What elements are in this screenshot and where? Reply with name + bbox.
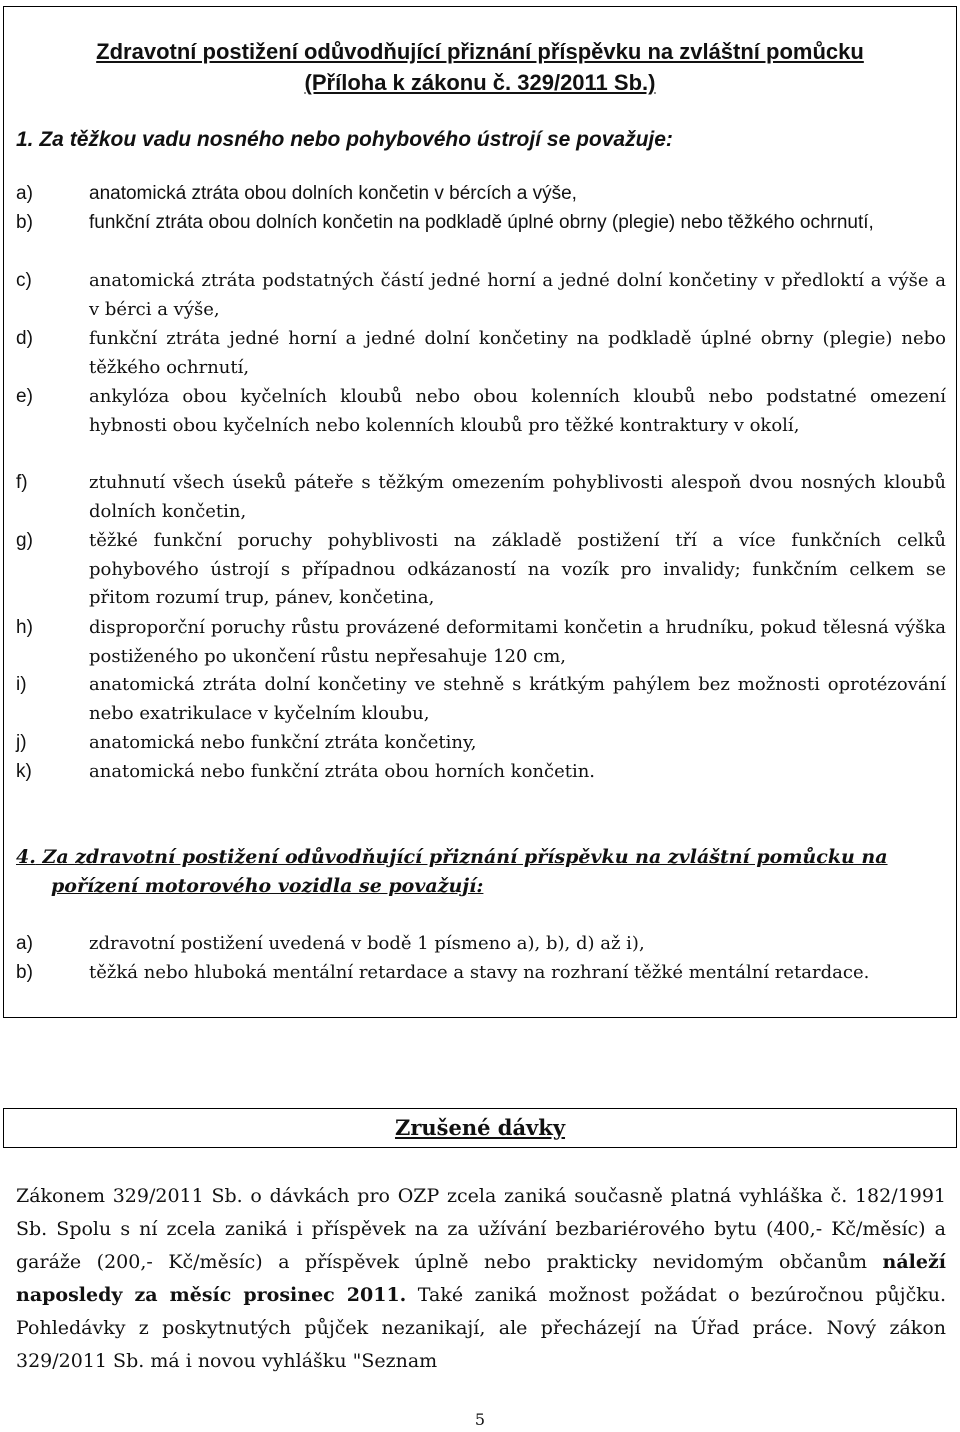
item-label: h) bbox=[16, 617, 33, 638]
list-item bbox=[16, 325, 946, 382]
doc-title-line2: (Příloha k zákonu č. 329/2011 Sb.) bbox=[304, 70, 656, 95]
list-item bbox=[16, 209, 946, 238]
paragraph-bold-text: náleží naposledy za měsíc prosinec 2011. bbox=[16, 1251, 946, 1306]
item-text: anatomická ztráta podstatných částí jedné horní a jedné dolní končetiny v předloktí a výše a v bérci a výše, bbox=[89, 270, 946, 320]
item-text: funkční ztráta obou dolních končetin na podkladě úplné obrny (plegie) nebo těžkého ochrnutí, bbox=[89, 212, 874, 233]
list-item bbox=[16, 383, 946, 440]
item-text: těžké funkční poruchy pohyblivosti na základě postižení tří a více funkčních celků pohybového ústrojí s případnou odkázaností na vozík pro invalidy; funkčním celkem se přitom rozumí trup, pánev, končetina, bbox=[89, 530, 946, 608]
list-item bbox=[16, 930, 946, 959]
item-label: b) bbox=[16, 212, 33, 233]
item-label: j) bbox=[16, 732, 27, 753]
cancelled-title: Zrušené dávky bbox=[394, 1115, 566, 1140]
section4-heading bbox=[16, 843, 946, 901]
paragraph-text-2: Také zaniká možnost požádat o bezúročnou půjčku. Pohledávky z poskytnutých půjček nezanikají, ale přecházejí na Úřad práce. Nový zákon 329/2011 Sb. má i novou vyhlášku "Seznam bbox=[16, 1284, 946, 1372]
item-label: k) bbox=[16, 761, 32, 782]
section1-number: 1. bbox=[16, 128, 34, 151]
list-item bbox=[16, 527, 946, 613]
list-item bbox=[16, 469, 946, 526]
item-label: f) bbox=[16, 472, 28, 493]
item-text: anatomická ztráta dolní končetiny ve stehně s krátkým pahýlem bez možnosti oprotézování nebo exatrikulace v kyčelním kloubu, bbox=[89, 674, 946, 724]
section4-heading-line2: pořízení motorového vozidla se považují: bbox=[51, 875, 484, 897]
item-label: e) bbox=[16, 386, 33, 407]
item-text: anatomická nebo funkční ztráta končetiny, bbox=[89, 732, 477, 753]
item-text: funkční ztráta jedné horní a jedné dolní končetiny na podkladě úplné obrny (plegie) nebo těžkého ochrnutí, bbox=[89, 328, 946, 378]
list-item bbox=[16, 267, 946, 324]
item-text: anatomická ztráta obou dolních končetin v bércích a výše, bbox=[89, 183, 577, 204]
section1-heading-text: Za těžkou vadu nosného nebo pohybového ústrojí se považuje: bbox=[39, 128, 673, 151]
doc-title-line1: Zdravotní postižení odůvodňující přiznání příspěvku na zvláštní pomůcku bbox=[96, 39, 864, 64]
paragraph-text-1: Zákonem 329/2011 Sb. o dávkách pro OZP zcela zaniká současně platná vyhláška č. 182/1991 Sb. Spolu s ní zcela zaniká i příspěvek na za užívání bezbariérového bytu (400,- Kč/měsíc) a garáže (200,- Kč/měsíc) a příspěvek úplně nebo prakticky nevidomým občanům bbox=[16, 1185, 946, 1273]
item-label: d) bbox=[16, 328, 33, 349]
section1-heading bbox=[16, 125, 946, 155]
item-text: těžká nebo hluboká mentální retardace a stavy na rozhraní těžké mentální retardace. bbox=[89, 962, 870, 983]
item-label: b) bbox=[16, 962, 33, 983]
list-item bbox=[16, 671, 946, 728]
list-item bbox=[16, 180, 946, 209]
cancelled-paragraph bbox=[16, 1180, 946, 1378]
item-text: anatomická nebo funkční ztráta obou horních končetin. bbox=[89, 761, 596, 782]
item-label: c) bbox=[16, 270, 32, 291]
item-label: a) bbox=[16, 183, 33, 204]
list-item bbox=[16, 758, 946, 787]
page-number: 5 bbox=[474, 1410, 486, 1429]
item-label: a) bbox=[16, 933, 33, 954]
item-label: i) bbox=[16, 674, 27, 695]
section4-number: 4. bbox=[16, 846, 36, 868]
item-text: ztuhnutí všech úseků páteře s těžkým omezením pohyblivosti alespoň dvou nosných kloubů dolních končetin, bbox=[89, 472, 946, 522]
list-item bbox=[16, 729, 946, 758]
item-text: zdravotní postižení uvedená v bodě 1 písmeno a), b), d) až i), bbox=[89, 933, 645, 954]
item-text: ankylóza obou kyčelních kloubů nebo obou kolenních kloubů nebo podstatné omezení hybnosti obou kyčelních nebo kolenních kloubů pro těžké kontraktury v okolí, bbox=[89, 386, 946, 436]
list-item bbox=[16, 614, 946, 671]
item-text: disproporční poruchy růstu provázené deformitami končetin a hrudníku, pokud tělesná výška postiženého po ukončení růstu nepřesahuje 120 cm, bbox=[89, 617, 946, 667]
list-item bbox=[16, 959, 946, 988]
item-label: g) bbox=[16, 530, 33, 551]
section4-heading-line1: Za zdravotní postižení odůvodňující přiznání příspěvku na zvláštní pomůcku na bbox=[42, 846, 888, 868]
